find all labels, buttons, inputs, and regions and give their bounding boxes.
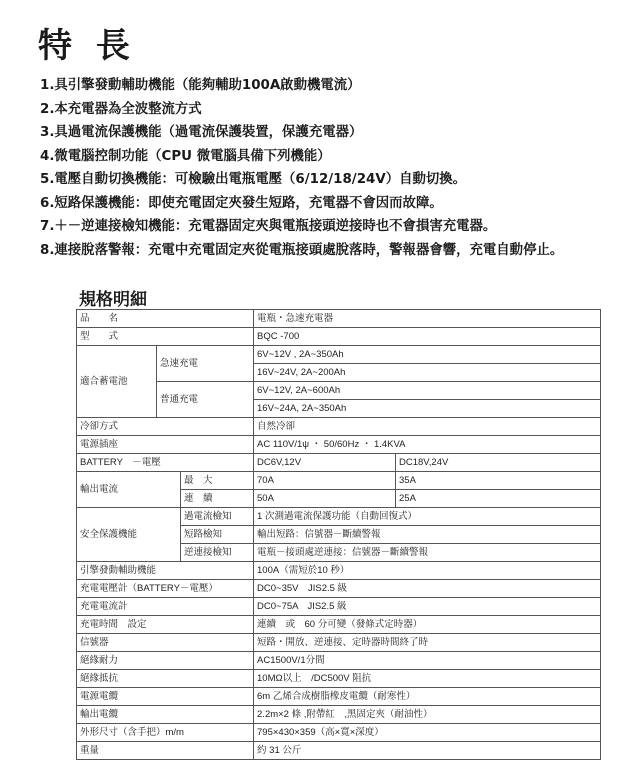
feature-item: 8.連接脫落警報：充電中充電固定夾從電瓶接頭處脫落時，警報器會響，充電自動停止。 bbox=[40, 242, 564, 258]
spec-sublabel: 連 續 bbox=[181, 490, 254, 508]
spec-value: 795×430×359（高×寬×深度） bbox=[254, 724, 601, 742]
table-row bbox=[77, 742, 601, 760]
page-title: 特 長 bbox=[38, 26, 136, 66]
spec-label: 輸出電纜 bbox=[77, 706, 254, 724]
spec-sublabel: 逆連接檢知 bbox=[181, 544, 254, 562]
spec-table bbox=[76, 309, 601, 760]
spec-value: 10MΩ以上 /DC500V 阻抗 bbox=[254, 670, 601, 688]
spec-label: 充電時間 設定 bbox=[77, 616, 254, 634]
spec-sublabel: 普通充電 bbox=[157, 382, 254, 418]
features-list bbox=[40, 74, 630, 262]
spec-value: 2.2m×2 條 ,附帶紅 ,黑固定夾（耐油性） bbox=[254, 706, 601, 724]
spec-value: 短路・開放、逆連接、定時器時間終了時 bbox=[254, 634, 601, 652]
table-row bbox=[77, 310, 601, 328]
feature-item: 5.電壓自動切換機能：可檢驗出電瓶電壓（6/12/18/24V）自動切換。 bbox=[40, 172, 467, 187]
spec-sublabel: 短路檢知 bbox=[181, 526, 254, 544]
spec-label: 品 名 bbox=[77, 310, 254, 328]
feature-item: 2.本充電器為全波整流方式 bbox=[40, 101, 202, 117]
spec-label: 信號器 bbox=[77, 634, 254, 652]
feature-item: 3.具過電流保護機能（過電流保護裝置，保護充電器） bbox=[40, 125, 363, 140]
spec-value: DC0~35V JIS2.5 級 bbox=[254, 580, 601, 598]
feature-item: 1.具引擎發動輔助機能（能夠輔助100A啟動機電流） bbox=[40, 78, 361, 93]
spec-value: 35A bbox=[396, 472, 601, 490]
spec-label: 冷卻方式 bbox=[77, 418, 254, 436]
spec-value: 輸出短路：信號器－斷續警報 bbox=[254, 526, 601, 544]
spec-value: 100A（需短於10 秒） bbox=[254, 562, 601, 580]
table-row bbox=[77, 562, 601, 580]
table-row bbox=[77, 724, 601, 742]
spec-label: 絕緣耐力 bbox=[77, 652, 254, 670]
spec-value: 70A bbox=[254, 472, 396, 490]
spec-value: 25A bbox=[396, 490, 601, 508]
spec-value: 16V~24A, 2A~350Ah bbox=[254, 400, 601, 418]
spec-value: 約 31 公斤 bbox=[254, 742, 601, 760]
table-row bbox=[77, 472, 601, 490]
table-row bbox=[77, 418, 601, 436]
spec-value: 16V~24V, 2A~200Ah bbox=[254, 364, 601, 382]
spec-label: 外形尺寸（含手把）m/m bbox=[77, 724, 254, 742]
table-row bbox=[77, 328, 601, 346]
spec-value: 自然冷卻 bbox=[254, 418, 601, 436]
spec-label: 電源插座 bbox=[77, 436, 254, 454]
spec-label: 電源電纜 bbox=[77, 688, 254, 706]
table-row bbox=[77, 508, 601, 526]
spec-value: 6V~12V, 2A~600Ah bbox=[254, 382, 601, 400]
table-row bbox=[77, 706, 601, 724]
spec-value: DC0~75A JIS2.5 級 bbox=[254, 598, 601, 616]
spec-label: 充電電壓計（BATTERY－電壓） bbox=[77, 580, 254, 598]
spec-label: 型 式 bbox=[77, 328, 254, 346]
table-row bbox=[77, 598, 601, 616]
spec-label: 絕緣抵抗 bbox=[77, 670, 254, 688]
table-row bbox=[77, 436, 601, 454]
spec-sublabel: 過電流檢知 bbox=[181, 508, 254, 526]
spec-label: 輸出電流 bbox=[77, 472, 181, 508]
spec-value: 6V~12V , 2A~350Ah bbox=[254, 346, 601, 364]
spec-value: 電瓶・急速充電器 bbox=[254, 310, 601, 328]
spec-heading: 規格明細 bbox=[79, 290, 147, 310]
table-row bbox=[77, 652, 601, 670]
spec-sublabel: 最 大 bbox=[181, 472, 254, 490]
table-row bbox=[77, 670, 601, 688]
feature-item: 6.短路保護機能：即使充電固定夾發生短路，充電器不會因而故障。 bbox=[40, 195, 443, 211]
spec-label: 引擎發動輔助機能 bbox=[77, 562, 254, 580]
spec-value: AC 110V/1ψ ・ 50/60Hz ・ 1.4KVA bbox=[254, 436, 601, 454]
spec-label: 充電電流計 bbox=[77, 598, 254, 616]
spec-label: BATTERY －電壓 bbox=[77, 454, 254, 472]
spec-label: 適合蓄電池 bbox=[77, 346, 157, 418]
spec-value: BQC -700 bbox=[254, 328, 601, 346]
spec-value: 50A bbox=[254, 490, 396, 508]
table-row bbox=[77, 634, 601, 652]
table-row bbox=[77, 616, 601, 634]
spec-label: 安全保護機能 bbox=[77, 508, 181, 562]
table-row bbox=[77, 346, 601, 364]
spec-sublabel: 急速充電 bbox=[157, 346, 254, 382]
table-row bbox=[77, 454, 601, 472]
spec-value: 1 次測過電流保護功能（自動回復式） bbox=[254, 508, 601, 526]
spec-value: 電瓶－接頭處逆連接：信號器－斷續警報 bbox=[254, 544, 601, 562]
spec-value: 6m 乙烯合成樹脂橡皮電纜（耐寒性） bbox=[254, 688, 601, 706]
table-row bbox=[77, 688, 601, 706]
feature-item: 4.微電腦控制功能（CPU 微電腦具備下列機能） bbox=[40, 148, 331, 164]
spec-value: DC6V,12V bbox=[254, 454, 396, 472]
feature-item: 7.＋－逆連接檢知機能：充電器固定夾與電瓶接頭逆接時也不會損害充電器。 bbox=[40, 219, 497, 234]
table-row bbox=[77, 580, 601, 598]
spec-label: 重量 bbox=[77, 742, 254, 760]
spec-value: 連續 或 60 分可變（發條式定時器） bbox=[254, 616, 601, 634]
spec-value: AC1500V/1分間 bbox=[254, 652, 601, 670]
spec-value: DC18V,24V bbox=[396, 454, 601, 472]
